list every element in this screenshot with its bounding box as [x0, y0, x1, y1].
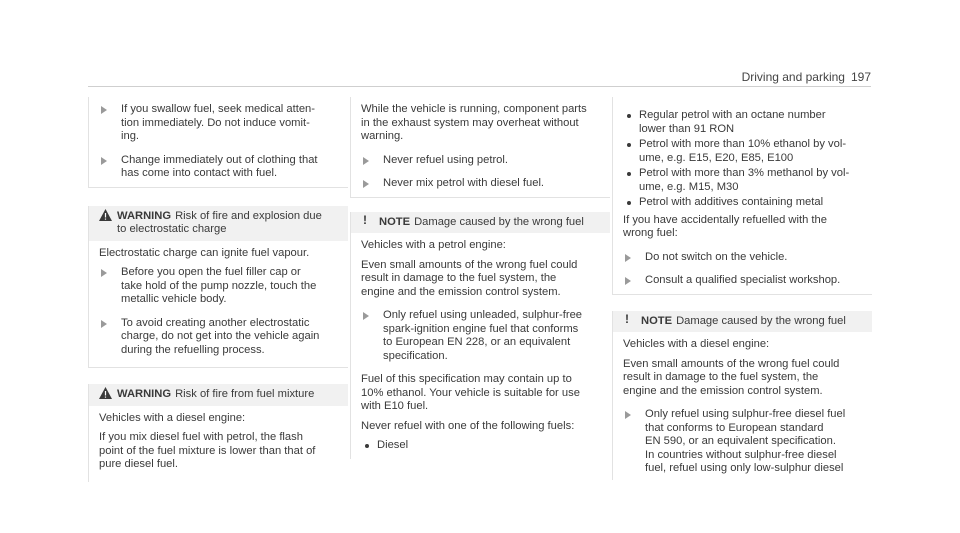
paragraph: Vehicles with a diesel engine:	[99, 411, 246, 424]
paragraph: Never refuel with one of the following fuels:	[361, 419, 575, 432]
paragraph: If you have accidentally refuelled with the wrong fuel:	[623, 213, 827, 239]
warning-header	[88, 384, 348, 406]
warning-icon	[99, 387, 112, 399]
bullet-dot	[365, 444, 369, 448]
list-item: Regular petrol with an octane number lower than 91 RON	[623, 109, 872, 136]
exclamation-icon: !	[625, 311, 629, 326]
step-item: Never refuel using petrol.	[361, 154, 610, 168]
arrow-icon	[101, 157, 107, 165]
paragraph: Vehicles with a diesel engine:	[623, 338, 770, 350]
warning-subtitle: to electrostatic charge	[117, 223, 227, 235]
wrong-fuels-box	[612, 97, 872, 295]
bullet-dot	[627, 172, 631, 176]
step-item: Only refuel using sulphur-free diesel fuel that conforms to European standard EN 590, or an equivalent specification. In countries without sulphur-free diesel fuel, refuel using only low-sulphur diesel	[623, 408, 872, 476]
warning-label: WARNING	[117, 388, 172, 400]
step-item: Consult a qualified specialist workshop.	[623, 274, 872, 288]
paragraph: Fuel of this specification may contain up to 10% ethanol. Your vehicle is suitable for use with E10 fuel.	[361, 373, 580, 412]
list-item: Petrol with more than 3% methanol by vol- ume, e.g. M15, M30	[623, 167, 872, 194]
note-body	[350, 233, 610, 459]
arrow-icon	[625, 411, 631, 419]
step-item: Before you open the fuel filler cap or take hold of the pump nozzle, touch the metallic vehicle body.	[99, 266, 348, 307]
warning-intro: Electrostatic charge can ignite fuel vapour.	[99, 246, 310, 259]
list-item: Diesel	[361, 439, 610, 453]
note-callout-diesel	[612, 311, 872, 480]
note-title: Damage caused by the wrong fuel	[676, 314, 846, 327]
step-item: If you swallow fuel, seek medical atten- tion immediately. Do not induce vomit- ing.	[99, 103, 348, 144]
arrow-icon	[363, 180, 369, 188]
warning-body	[88, 406, 348, 482]
step-item: Do not switch on the vehicle.	[623, 251, 872, 265]
column-3	[612, 97, 872, 480]
arrow-icon	[363, 312, 369, 320]
note-body	[612, 332, 872, 480]
exhaust-box	[350, 97, 610, 198]
step-item: Only refuel using unleaded, sulphur-free spark-ignition engine fuel that conforms to European EN 228, or an equivalent specification.	[361, 309, 610, 363]
arrow-icon	[101, 269, 107, 277]
warning-label: WARNING	[117, 209, 172, 222]
note-header	[612, 311, 872, 333]
note-header	[350, 212, 610, 234]
list-item: Petrol with additives containing metal	[623, 196, 872, 210]
exclamation-icon: !	[363, 212, 367, 227]
bullet-dot	[627, 201, 631, 205]
bullet-dot	[627, 114, 631, 118]
warning-title: Risk of fire from fuel mixture	[175, 388, 315, 400]
page-header	[88, 70, 871, 87]
warning-header	[88, 206, 348, 241]
paragraph: Even small amounts of the wrong fuel could result in damage to the fuel system, the engine and the emission control system.	[623, 357, 840, 397]
arrow-icon	[625, 254, 631, 262]
warning-icon	[99, 209, 112, 221]
bullet-dot	[627, 143, 631, 147]
warning-body	[88, 241, 348, 369]
section-title: Driving and parking	[741, 70, 845, 84]
warning-title: Risk of fire and explosion due	[175, 209, 322, 222]
fuel-first-aid-box	[88, 97, 348, 188]
arrow-icon	[101, 320, 107, 328]
note-title: Damage caused by the wrong fuel	[414, 215, 584, 228]
list-item: Petrol with more than 10% ethanol by vol- ume, e.g. E15, E20, E85, E100	[623, 138, 872, 165]
paragraph: Even small amounts of the wrong fuel could result in damage to the fuel system, the engine and the emission control system.	[361, 258, 578, 298]
paragraph: Vehicles with a petrol engine:	[361, 239, 506, 251]
warning-callout-fuel-mixture	[88, 384, 348, 482]
arrow-icon	[101, 106, 107, 114]
column-1	[88, 97, 348, 482]
step-item: Never mix petrol with diesel fuel.	[361, 177, 610, 191]
page-number: 197	[850, 70, 871, 84]
paragraph: If you mix diesel fuel with petrol, the flash point of the fuel mixture is lower than that of pure diesel fuel.	[99, 431, 316, 470]
step-item: To avoid creating another electrostatic charge, do not get into the vehicle again during the refuelling process.	[99, 317, 348, 358]
paragraph: While the vehicle is running, component parts in the exhaust system may overheat without warning.	[361, 103, 587, 142]
arrow-icon	[625, 277, 631, 285]
note-label: NOTE	[379, 215, 411, 228]
note-label: NOTE	[641, 314, 673, 327]
step-item: Change immediately out of clothing that has come into contact with fuel.	[99, 154, 348, 181]
arrow-icon	[363, 157, 369, 165]
column-2	[350, 97, 610, 459]
header-text	[742, 70, 871, 84]
note-callout-petrol	[350, 212, 610, 459]
warning-callout-electrostatic	[88, 206, 348, 369]
